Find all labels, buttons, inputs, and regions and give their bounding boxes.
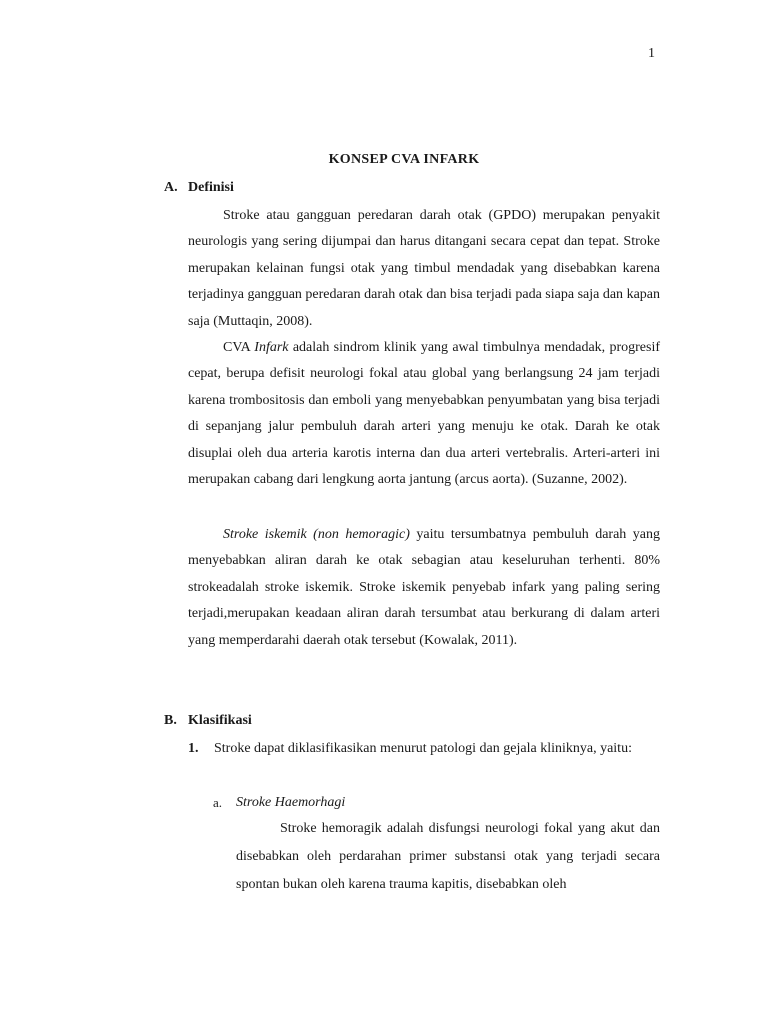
paragraph-text: CVA xyxy=(223,340,255,355)
document-title: KONSEP CVA INFARK xyxy=(328,152,480,167)
paragraph-text: adalah sindrom klinik yang awal timbulnya mendadak, progresif cepat, berupa defisit neurologi fokal atau global yang berlangsung 24 jam terjadi karena trombositosis dan emboli yang menyebabkan penyumbatan yang bisa terjadi di sepanjang jalur pembuluh darah arteri yang menuju ke otak. Darah ke otak disuplai oleh dua arteria karotis interna dan dua arteri vertebralis. Arteri-arteri ini merupakan cabang dari lengkung aorta jantung (arcus aorta). (Suzanne, 2002). xyxy=(188,340,661,488)
section-label: A. xyxy=(164,180,178,195)
paragraph-stroke-iskemik xyxy=(188,522,660,654)
section-title: Definisi xyxy=(188,180,234,195)
list-item-number: 1. xyxy=(188,741,199,756)
section-label: B. xyxy=(164,713,177,728)
sub-list-title: Stroke Haemorhagi xyxy=(236,795,346,810)
list-item xyxy=(188,736,660,790)
paragraph-italic-term: Stroke iskemik (non hemoragic) xyxy=(223,527,410,542)
paragraph-stroke-hemoragik: Stroke hemoragik adalah disfungsi neurologi fokal yang akut dan disebabkan oleh perdarahan primer substansi otak yang terjadi secara spontan bukan oleh karena trauma kapitis, disebabkan oleh xyxy=(236,821,660,892)
page-number: 1 xyxy=(648,46,655,61)
paragraph-text: yaitu tersumbatnya pembuluh darah yang menyebabkan aliran darah ke otak sebagian atau keseluruhan terhenti. 80% strokeadalah stroke iskemik. Stroke iskemik penyebab infark yang paling sering terjadi,merupakan keadaan aliran darah tersumbat atau berkurang di dalam arteri yang memperdarahi daerah otak tersebut (Kowalak, 2011). xyxy=(188,527,660,648)
paragraph-italic-term: Infark xyxy=(254,340,289,355)
paragraph-stroke-definition: Stroke atau gangguan peredaran darah otak (GPDO) merupakan penyakit neurologis yang sering dijumpai dan harus ditangani secara cepat dan tepat. Stroke merupakan kelainan fungsi otak yang timbul mendadak yang disebabkan karena terjadinya gangguan peredaran darah otak dan bisa terjadi pada siapa saja dan kapan saja (Muttaqin, 2008). xyxy=(188,208,660,329)
section-heading-klasifikasi xyxy=(164,713,252,729)
section-heading-definisi xyxy=(164,180,234,196)
paragraph-cva-infark xyxy=(188,335,660,493)
sub-list-marker: a. xyxy=(213,795,223,810)
section-title: Klasifikasi xyxy=(188,713,252,728)
list-item-text: Stroke dapat diklasifikasikan menurut patologi dan gejala kliniknya, yaitu: xyxy=(214,741,632,756)
